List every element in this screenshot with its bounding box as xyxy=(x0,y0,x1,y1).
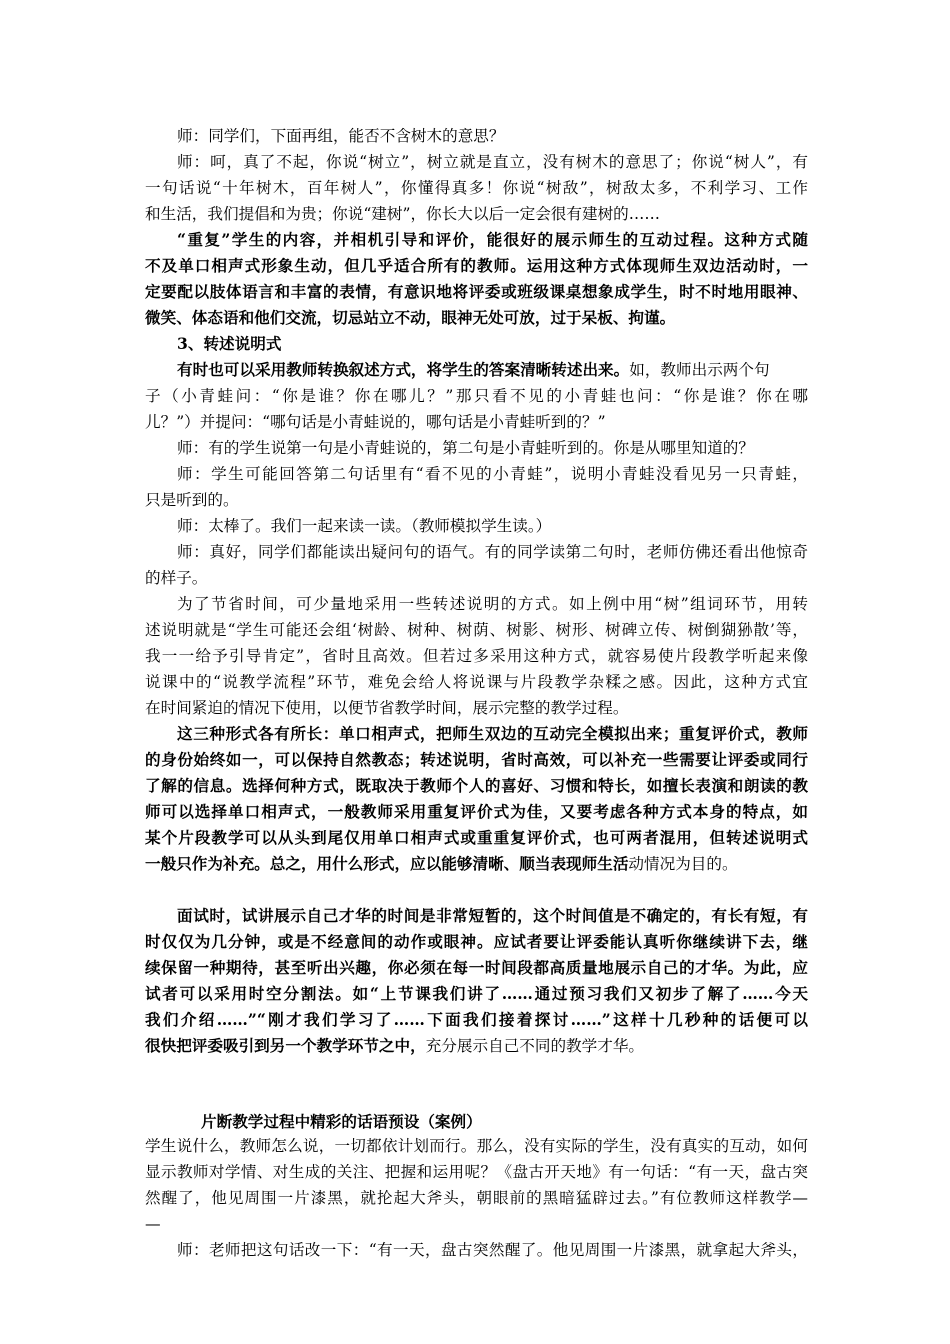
text-line: 我一一给予引导肯定”，省时且高效。但若过多采用这种方式，就容易使片段教学听起来像 xyxy=(145,647,808,665)
bold-text-span: 很快把评委吸引到另一个教学环节之中， xyxy=(145,1036,426,1055)
bold-text-span: 一般只作为补充。总之，用什么形式，应以能够清晰、顺当表现师生活 xyxy=(145,854,629,873)
bold-text-line: 某个片段教学可以从头到尾仅用单口相声式或重重复评价式，也可两者混用，但转述说明式 xyxy=(145,828,808,847)
text-line: 师：有的学生说第一句是小青蛙说的，第二句是小青蛙听到的。你是从哪里知道的？ xyxy=(177,439,754,457)
text-line: 的样子。 xyxy=(145,569,208,587)
text-line: 儿？”）并提问：“哪句话是小青蛙说的，哪句话是小青蛙听到的？” xyxy=(145,413,606,431)
text-line: 师：真好，同学们都能读出疑问句的语气。有的同学读第二句时，老师仿佛还看出他惊奇 xyxy=(177,543,808,561)
text-line: 学生说什么，教师怎么说，一切都依计划而行。那么，没有实际的学生，没有真实的互动，如何 xyxy=(145,1137,808,1155)
text-span: 动情况为目的。 xyxy=(628,855,738,873)
bold-text-line: 面试时，试讲展示自己才华的时间是非常短暂的，这个时间值是不确定的，有长有短，有 xyxy=(177,906,808,925)
bold-text-line: 定要配以肢体语言和丰富的表情，有意识地将评委或班级课桌想象成学生，时不时地用眼神、 xyxy=(145,282,808,301)
bold-text-span: 有时也可以采用教师转换叙述方式，将学生的答案清晰转述出来。 xyxy=(177,360,630,379)
case-heading: 片断教学过程中精彩的话语预设（案例） xyxy=(201,1112,482,1131)
text-line: 述说明就是“学生可能还会组‘树龄、树种、树荫、树影、树形、树碑立传、树倒猢狲散’等， xyxy=(145,621,808,639)
text-line xyxy=(177,359,770,381)
text-line: 师：呵，真了不起，你说“树立”，树立就是直立，没有树木的意思了；你说“树人”，有 xyxy=(177,153,808,171)
text-line: 在时间紧迫的情况下使用，以便节省教学时间，展示完整的教学过程。 xyxy=(145,699,629,717)
bold-text-line: 了解的信息。选择何种方式，既取决于教师个人的喜好、习惯和特长，如擅长表演和朗读的教 xyxy=(145,776,808,795)
bold-text-line: 微笑、体态语和他们交流，切忌站立不动，眼神无处可放，过于呆板、拘谨。 xyxy=(145,308,676,327)
text-span: 如，教师出示两个句 xyxy=(629,361,770,379)
text-span: 充分展示自己不同的教学才华。 xyxy=(425,1037,645,1055)
bold-text-line: 试者可以采用时空分割法。如“上节课我们讲了……通过预习我们又初步了解了……今天 xyxy=(145,984,808,1003)
text-line: 显示教师对学情、对生成的关注、把握和运用呢？《盘古开天地》有一句话：“有一天，盘古突 xyxy=(145,1163,808,1181)
bold-text-line: 我们介绍……”“刚才我们学习了……下面我们接着探讨……”这样十几秒种的话便可以 xyxy=(145,1010,808,1029)
section-heading: 3、转述说明式 xyxy=(177,334,282,353)
bold-text-line: 时仅仅为几分钟，或是不经意间的动作或眼神。应试者要让评委能认真听你继续讲下去，继 xyxy=(145,932,808,951)
text-line: 说课中的“说教学流程”环节，难免会给人将说课与片段教学杂糅之感。因此，这种方式宜 xyxy=(145,673,808,691)
text-line xyxy=(145,1035,644,1057)
bold-text-line: 续保留一种期待，甚至听出兴趣，你必须在每一时间段都高质量地展示自己的才华。为此，应 xyxy=(145,958,808,977)
text-line: 师：同学们，下面再组，能否不含树木的意思？ xyxy=(177,127,505,145)
text-line: 然醒了，他见周围一片漆黑，就抡起大斧头，朝眼前的黑暗猛辟过去。”有位教师这样教学— xyxy=(145,1189,808,1207)
bold-text-line: 不及单口相声式形象生动，但几乎适合所有的教师。运用这种方式体现师生双边活动时，一 xyxy=(145,256,808,275)
bold-text-line: 这三种形式各有所长：单口相声式，把师生双边的互动完全模拟出来；重复评价式，教师 xyxy=(177,724,808,743)
text-line: 子（小青蛙问：“你是谁？你在哪儿？”那只看不见的小青蛙也问：“你是谁？你在哪 xyxy=(145,387,808,405)
bold-text-line: “重复”学生的内容，并相机引导和评价，能很好的展示师生的互动过程。这种方式随 xyxy=(177,230,808,249)
text-line: — xyxy=(145,1215,161,1233)
text-line: 一句话说“十年树木，百年树人”，你懂得真多！你说“树敌”，树敌太多，不利学习、工作 xyxy=(145,179,808,197)
bold-text-line: 师可以选择单口相声式，一般教师采用重复评价式为佳，又要考虑各种方式本身的特点，如 xyxy=(145,802,808,821)
text-line: 师：太棒了。我们一起来读一读。（教师模拟学生读。） xyxy=(177,517,552,535)
bold-text-line: 的身份始终如一，可以保持自然教态；转述说明，省时高效，可以补充一些需要让评委或同行 xyxy=(145,750,808,769)
text-line: 只是听到的。 xyxy=(145,491,239,509)
text-line xyxy=(145,853,738,875)
text-line: 师：老师把这句话改一下：“有一天，盘古突然醒了。他见周围一片漆黑，就拿起大斧头， xyxy=(177,1241,808,1259)
text-line: 和生活，我们提倡和为贵；你说“建树”，你长大以后一定会很有建树的…… xyxy=(145,205,660,223)
text-line: 为了节省时间，可少量地采用一些转述说明的方式。如上例中用“树”组词环节，用转 xyxy=(177,595,808,613)
text-line: 师：学生可能回答第二句话里有“看不见的小青蛙”，说明小青蛙没看见另一只青蛙， xyxy=(177,465,808,483)
